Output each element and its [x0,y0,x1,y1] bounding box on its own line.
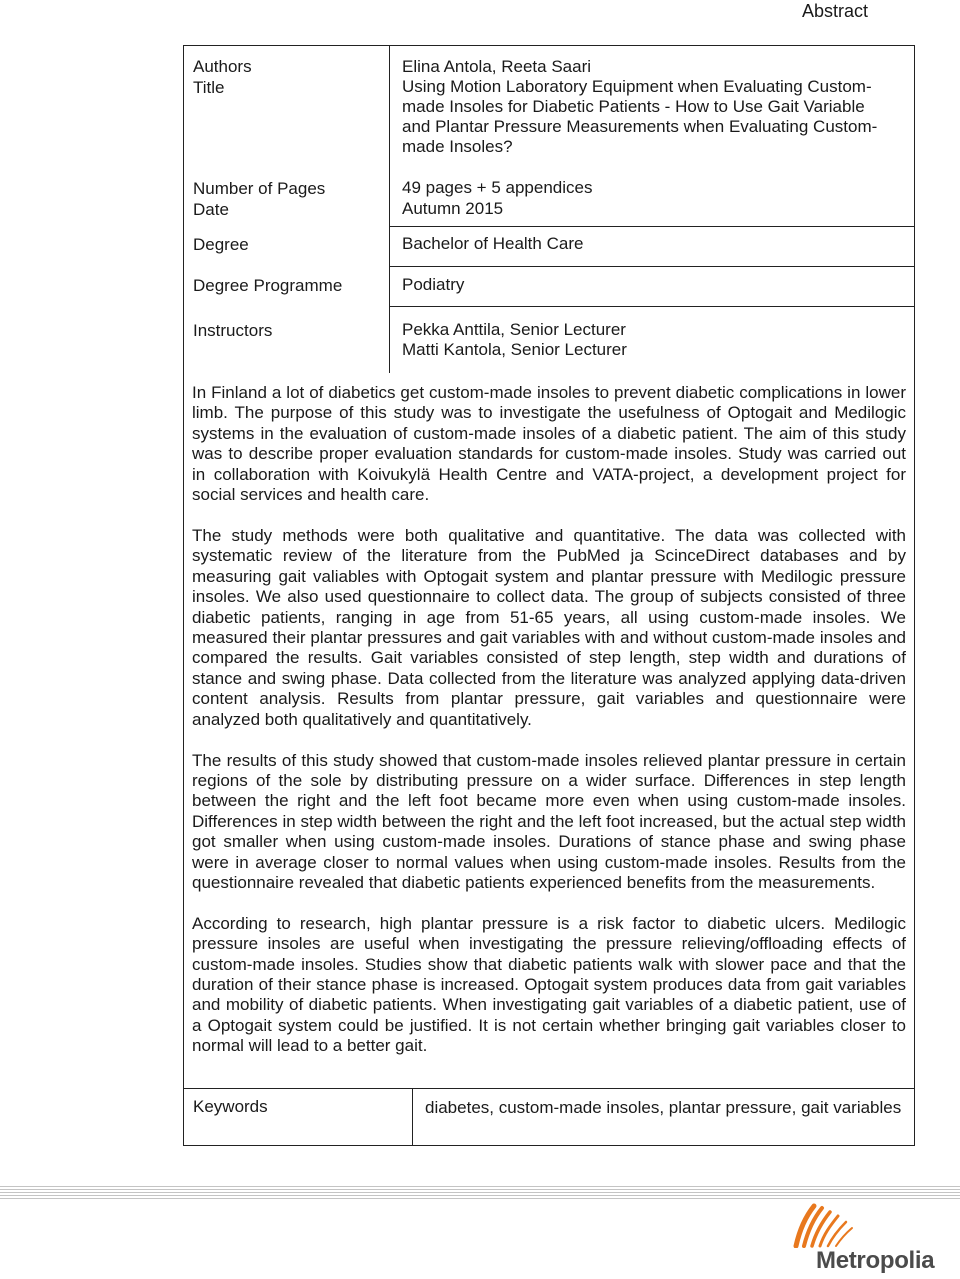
authors-value [402,57,900,157]
title-line: Using Motion Laboratory Equipment when Evaluating Custom- [402,77,872,96]
pages-label: Number of Pages [193,179,326,198]
keywords-column-divider [412,1089,413,1145]
instructors-value [402,320,900,360]
instructors-label: Instructors [193,321,273,340]
metropolia-logo [790,1198,935,1279]
keywords-table [183,1088,915,1146]
footer-stripe [0,1189,960,1190]
abstract-paragraph: In Finland a lot of diabetics get custom-made insoles to prevent diabetic complications in lower limb. The purpose of this study was to investigate the usefulness of Optogait and Medilogic systems in the evaluation of custom-made insoles of a diabetic patient. The aim of this study was to describe proper evaluation standards for custom-made insoles. Study was carried out in collaboration with Koivukylä Health Centre and VATA-project, a development project for social services and health care. [192,383,906,505]
metropolia-logo-text: Metropolia [816,1247,935,1274]
programme-value: Podiatry [402,275,465,294]
date-label: Date [193,200,229,219]
instructor-line: Pekka Anttila, Senior Lecturer [402,320,626,339]
footer-stripe [0,1195,960,1196]
title-line: and Plantar Pressure Measurements when Evaluating Custom- [402,117,878,136]
authors-text: Elina Antola, Reeta Saari [402,57,592,76]
abstract-body [183,373,915,1089]
title-line: made Insoles? [402,137,513,156]
degree-label: Degree [193,235,249,254]
title-line: made Insoles for Diabetic Patients - How to Use Gait Variable [402,97,865,116]
footer-stripe [0,1186,960,1187]
metadata-column-divider [389,46,390,373]
abstract-paragraph: The study methods were both qualitative and quantitative. The data was collected with systematic review of the literature from the PubMed ja ScinceDirect databases and by measuring gait valiables with Optogait system and plantar pressure with Medilogic pressure insoles. We also used questionnaire to collect data. The group of subjects consisted of three diabetic patients, ranging in age from 51-65 years, all using custom-made insoles. We measured their plantar pressures and gait variables with and without custom-made insoles and compared the results. Gait variables consisted of step length, step width and durations of stance and swing phase. Data collected from the literature was analyzed applying data-driven content analysis. Results from plantar pressure, gait variables and questionnaire were analyzed both qualitatively and quantitatively. [192,525,906,729]
metadata-rule [389,306,914,307]
metadata-table [183,45,915,373]
date-value: Autumn 2015 [402,199,504,218]
authors-label: Authors [193,57,252,76]
footer-stripe [0,1192,960,1193]
keywords-value: diabetes, custom-made insoles, plantar pressure, gait variables [425,1098,902,1117]
header-label: Abstract [801,1,868,21]
abstract-paragraph: The results of this study showed that custom-made insoles relieved plantar pressure in certain regions of the sole by distributing pressure on a wider surface. Differences in step length between the right and the left foot became more even when using custom-made insoles. Differences in step width between the right and the left foot increased, but the actual step width got smaller when using custom-made insoles. Durations of stance phase and swing phase were in average closer to normal values when using custom-made insoles. Results from the questionnaire revealed that diabetic patients experienced benefits from the measurements. [192,750,906,892]
degree-value: Bachelor of Health Care [402,234,584,253]
pages-value: 49 pages + 5 appendices [402,178,593,197]
metadata-rule [389,266,914,267]
programme-label: Degree Programme [193,276,343,295]
metadata-rule [389,226,914,227]
title-label: Title [193,78,225,97]
abstract-paragraph: According to research, high plantar pressure is a risk factor to diabetic ulcers. Medilogic pressure insoles are useful when investigating the pressure relieving/offloading effects of custom-made insoles. Studies show that diabetic patients walk with slower pace and that the duration of their stance phase is increased. Optogait system produces data from gait variables and mobility of diabetic patients. When investigating gait variables of a diabetic patient, use of a Optogait system could be justified. It is not certain whether bringing gait variables closer to normal will lead to a better gait. [192,913,906,1056]
metropolia-logo-icon [790,1198,860,1248]
keywords-label: Keywords [193,1097,268,1116]
instructor-line: Matti Kantola, Senior Lecturer [402,340,627,359]
